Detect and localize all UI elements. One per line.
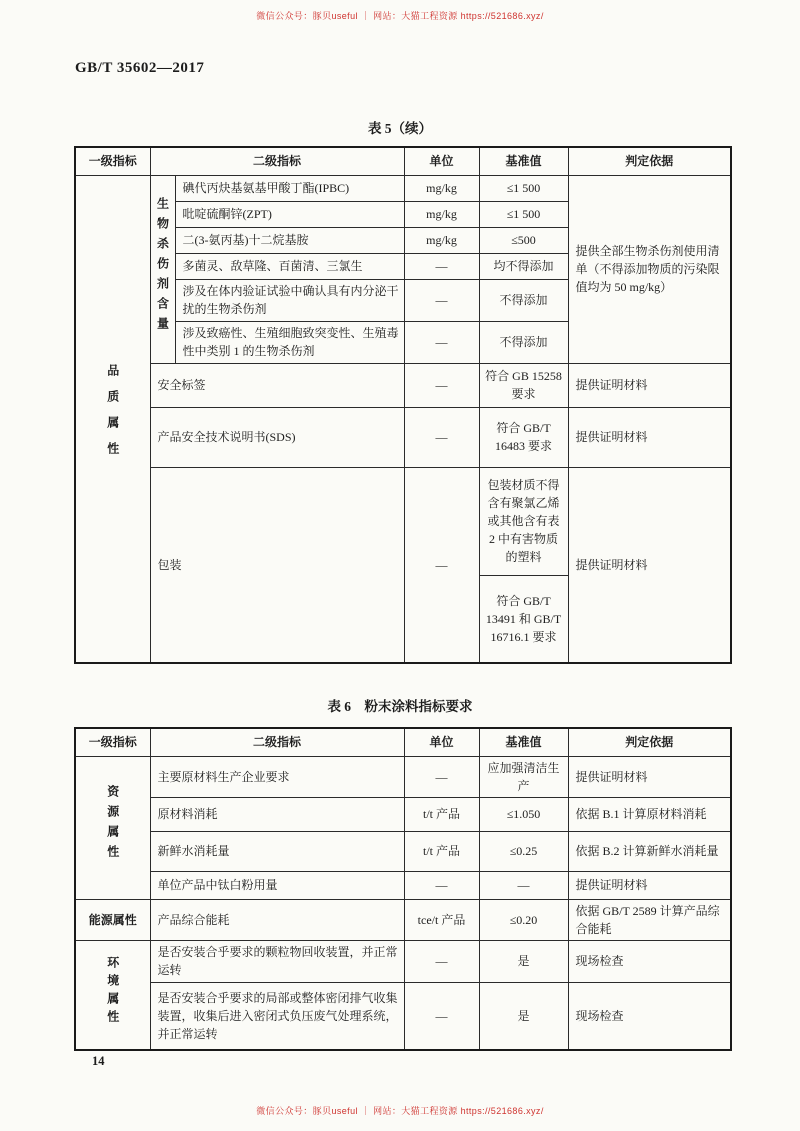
col-header-basis: 判定依据	[568, 147, 731, 175]
col-header-level1: 一级指标	[75, 728, 150, 756]
indicator-cell: 吡啶硫酮锌(ZPT)	[175, 201, 404, 227]
basis-cell: 提供证明材料	[568, 363, 731, 407]
table-row	[75, 175, 731, 201]
value-cell: 符合 GB/T 13491 和 GB/T 16716.1 要求	[479, 575, 568, 663]
value-cell: 不得添加	[479, 279, 568, 321]
unit-cell: —	[404, 279, 479, 321]
value-cell: 符合 GB/T 16483 要求	[479, 407, 568, 467]
col-header-basis: 判定依据	[568, 728, 731, 756]
value-cell: ≤1 500	[479, 175, 568, 201]
table-row	[75, 407, 731, 467]
level1-cell	[75, 940, 150, 1050]
col-header-level1: 一级指标	[75, 147, 150, 175]
value-cell: ≤1 500	[479, 201, 568, 227]
basis-cell: 依据 GB/T 2589 计算产品综合能耗	[568, 899, 731, 940]
value-cell: 应加强清洁生产	[479, 756, 568, 797]
unit-cell: —	[404, 982, 479, 1050]
indicator-cell: 是否安装合乎要求的局部或整体密闭排气收集装置，收集后进入密闭式负压废气处理系统，并正常运转	[150, 982, 404, 1050]
basis-cell: 提供证明材料	[568, 467, 731, 663]
table-row	[75, 756, 731, 797]
table-row	[75, 982, 731, 1050]
indicator-cell: 主要原材料生产企业要求	[150, 756, 404, 797]
indicator-cell: 原材料消耗	[150, 797, 404, 831]
value-cell: 不得添加	[479, 321, 568, 363]
table5-header-row	[75, 147, 731, 175]
indicator-cell: 二(3-氨丙基)十二烷基胺	[175, 227, 404, 253]
unit-cell: t/t 产品	[404, 797, 479, 831]
unit-cell: —	[404, 467, 479, 663]
table-row	[75, 899, 731, 940]
basis-cell: 现场检查	[568, 940, 731, 982]
indicator-cell: 是否安装合乎要求的颗粒物回收装置，并正常运转	[150, 940, 404, 982]
table5	[74, 146, 732, 664]
basis-cell: 提供证明材料	[568, 871, 731, 899]
indicator-cell: 涉及致癌性、生殖细胞致突变性、生殖毒性中类别 1 的生物杀伤剂	[175, 321, 404, 363]
unit-cell: tce/t 产品	[404, 899, 479, 940]
value-cell: ≤1.050	[479, 797, 568, 831]
basis-cell: 提供证明材料	[568, 756, 731, 797]
table-row	[75, 871, 731, 899]
level1-label: 品质属性	[105, 364, 120, 469]
table-row	[75, 467, 731, 575]
unit-cell: —	[404, 940, 479, 982]
col-header-level2: 二级指标	[150, 728, 404, 756]
value-cell: 是	[479, 940, 568, 982]
basis-cell: 依据 B.1 计算原材料消耗	[568, 797, 731, 831]
basis-cell: 提供全部生物杀伤剂使用清单（不得添加物质的污染限值均为 50 mg/kg）	[568, 175, 731, 363]
page-number: 14	[92, 1054, 105, 1068]
standard-number: GB/T 35602—2017	[75, 60, 205, 76]
unit-cell: —	[404, 321, 479, 363]
unit-cell: mg/kg	[404, 227, 479, 253]
value-cell: ≤0.20	[479, 899, 568, 940]
level1-label: 环境属性	[105, 956, 120, 1029]
table6	[74, 727, 732, 1051]
unit-cell: —	[404, 253, 479, 279]
table5-title: 表 5（续）	[367, 121, 433, 136]
value-cell: 均不得添加	[479, 253, 568, 279]
watermark-bottom: 微信公众号：豚贝useful ｜ 网站：大猫工程资源 https://521686.xyz/	[256, 1106, 544, 1116]
col-header-level2: 二级指标	[150, 147, 404, 175]
table6-title: 表 6 粉末涂料指标要求	[327, 699, 473, 714]
indicator-cell: 碘代丙炔基氨基甲酸丁酯(IPBC)	[175, 175, 404, 201]
table-row	[75, 363, 731, 407]
col-header-value: 基准值	[479, 728, 568, 756]
value-cell: 符合 GB 15258 要求	[479, 363, 568, 407]
group-cell	[150, 175, 175, 363]
unit-cell: —	[404, 756, 479, 797]
unit-cell: —	[404, 407, 479, 467]
table-row	[75, 940, 731, 982]
unit-cell: mg/kg	[404, 175, 479, 201]
value-cell: —	[479, 871, 568, 899]
level1-cell	[75, 175, 150, 663]
level1-label: 资源属性	[105, 785, 120, 865]
indicator-cell: 安全标签	[150, 363, 404, 407]
table-row	[75, 831, 731, 871]
unit-cell: —	[404, 871, 479, 899]
level1-cell	[75, 756, 150, 899]
indicator-cell: 多菌灵、敌草隆、百菌清、三氯生	[175, 253, 404, 279]
col-header-value: 基准值	[479, 147, 568, 175]
indicator-cell: 涉及在体内验证试验中确认具有内分泌干扰的生物杀伤剂	[175, 279, 404, 321]
watermark-top: 微信公众号：豚贝useful ｜ 网站：大猫工程资源 https://521686.xyz/	[256, 11, 544, 21]
value-cell: 是	[479, 982, 568, 1050]
col-header-unit: 单位	[404, 147, 479, 175]
table6-header-row	[75, 728, 731, 756]
value-cell: ≤0.25	[479, 831, 568, 871]
col-header-unit: 单位	[404, 728, 479, 756]
unit-cell: —	[404, 363, 479, 407]
indicator-cell: 产品安全技术说明书(SDS)	[150, 407, 404, 467]
unit-cell: mg/kg	[404, 201, 479, 227]
unit-cell: t/t 产品	[404, 831, 479, 871]
basis-cell: 依据 B.2 计算新鲜水消耗量	[568, 831, 731, 871]
indicator-cell: 包装	[150, 467, 404, 663]
indicator-cell: 产品综合能耗	[150, 899, 404, 940]
indicator-cell: 新鲜水消耗量	[150, 831, 404, 871]
basis-cell: 现场检查	[568, 982, 731, 1050]
indicator-cell: 单位产品中钛白粉用量	[150, 871, 404, 899]
group-label: 生物杀伤剂含量	[155, 196, 170, 337]
table-row	[75, 797, 731, 831]
basis-cell: 提供证明材料	[568, 407, 731, 467]
value-cell: ≤500	[479, 227, 568, 253]
value-cell: 包装材质不得含有聚氯乙烯或其他含有表 2 中有害物质的塑料	[479, 467, 568, 575]
level1-cell: 能源属性	[75, 899, 150, 940]
